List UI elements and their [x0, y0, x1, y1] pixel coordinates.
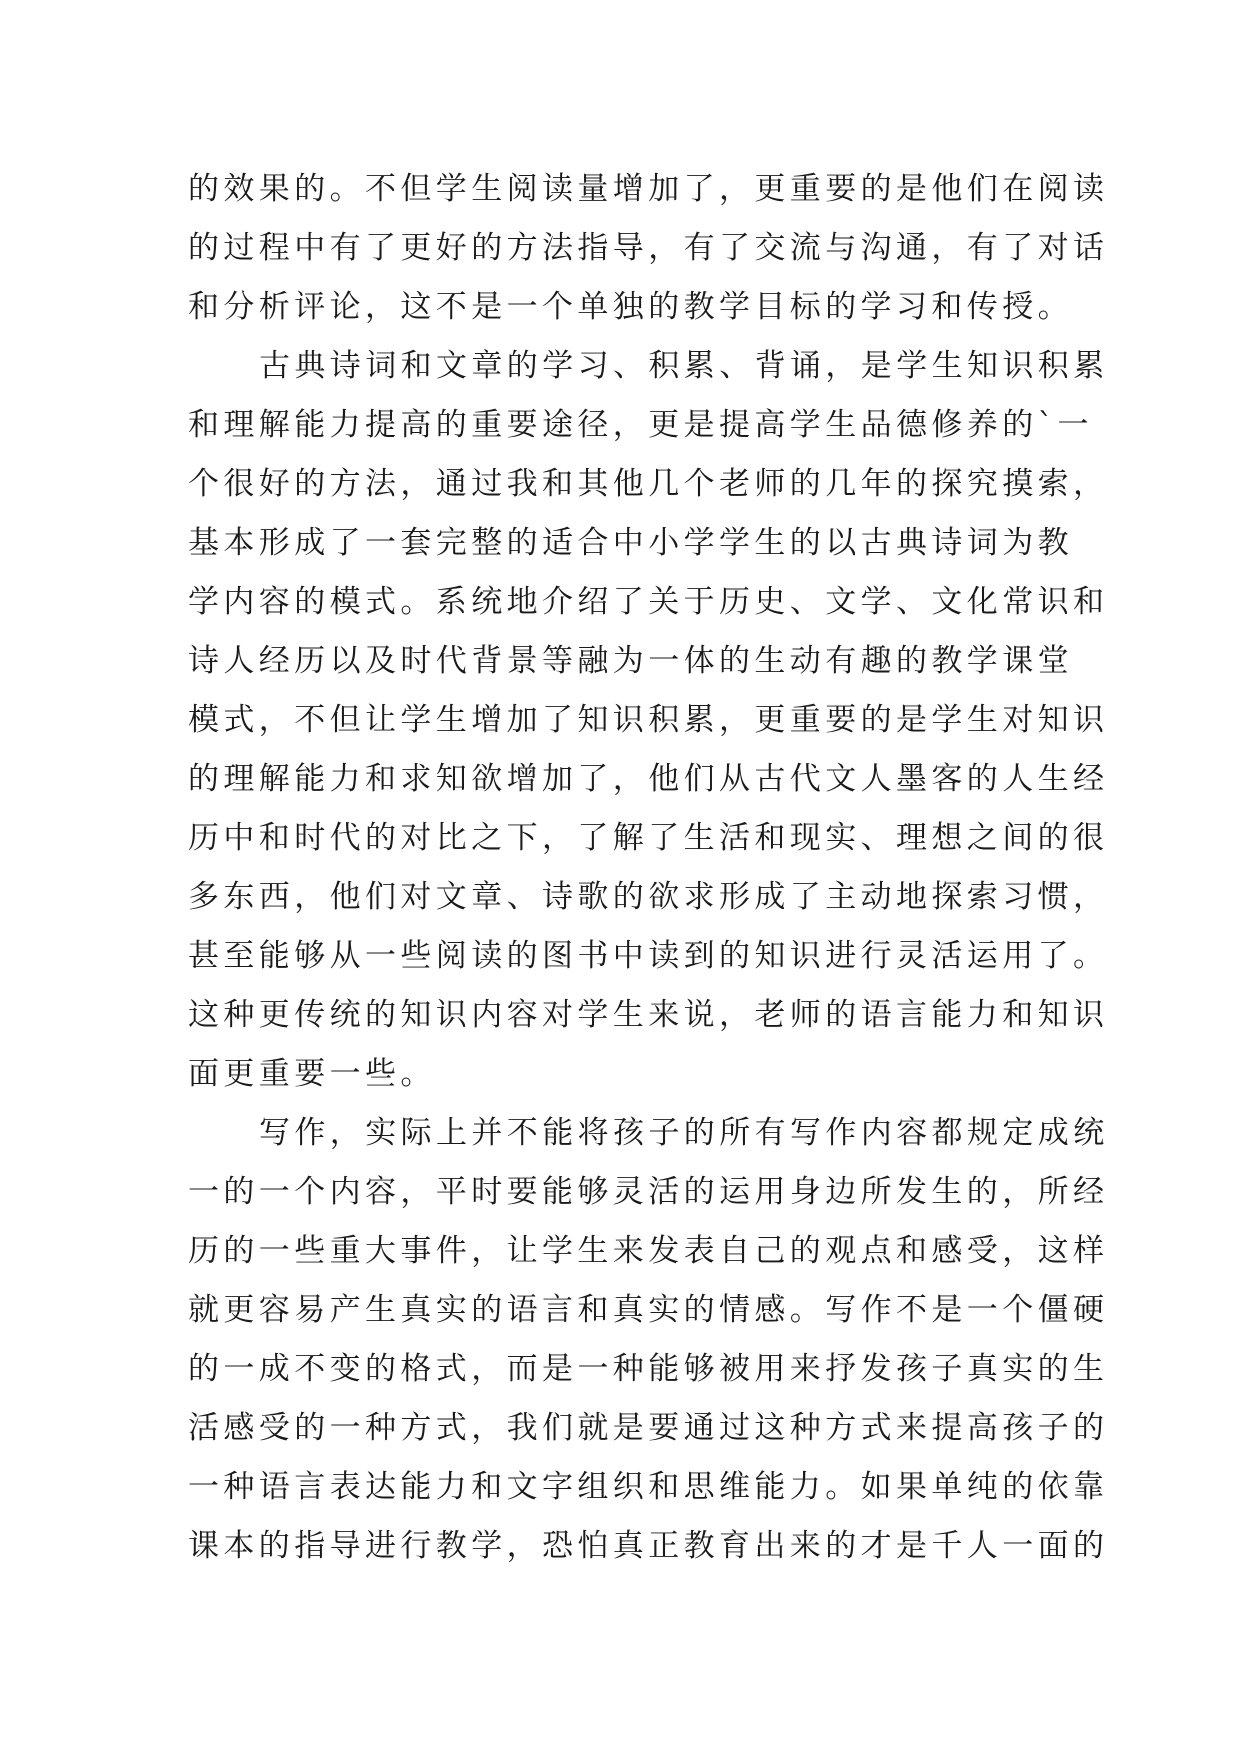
text-line: 的理解能力和求知欲增加了，他们从古代文人墨客的人生经 — [188, 761, 1109, 797]
text-line: 和分析评论，这不是一个单独的教学目标的学习和传授。 — [188, 289, 1073, 325]
text-line: 一的一个内容，平时要能够灵活的运用身边所发生的，所经 — [188, 1174, 1109, 1210]
text-line: 和理解能力提高的重要途径，更是提高学生品德修养的`一 — [188, 407, 1093, 443]
text-line: 的效果的。不但学生阅读量增加了，更重要的是他们在阅读 — [188, 171, 1109, 207]
text-line: 模式，不但让学生增加了知识积累，更重要的是学生对知识 — [188, 702, 1109, 738]
text-line: 历中和时代的对比之下，了解了生活和现实、理想之间的很 — [188, 820, 1109, 856]
text-line: 面更重要一些。 — [188, 1056, 436, 1092]
text-line: 一种语言表达能力和文字组织和思维能力。如果单纯的依靠 — [188, 1469, 1109, 1505]
text-line: 的过程中有了更好的方法指导，有了交流与沟通，有了对话 — [188, 230, 1109, 266]
text-line: 课本的指导进行教学，恐怕真正教育出来的才是千人一面的 — [188, 1528, 1109, 1564]
text-line: 学内容的模式。系统地介绍了关于历史、文学、文化常识和 — [188, 584, 1109, 620]
text-line: 甚至能够从一些阅读的图书中读到的知识进行灵活运用了。 — [188, 938, 1109, 974]
text-line: 这种更传统的知识内容对学生来说，老师的语言能力和知识 — [188, 997, 1109, 1033]
text-line: 个很好的方法，通过我和其他几个老师的几年的探究摸索， — [188, 466, 1109, 502]
body-text — [188, 160, 1109, 1576]
text-line: 基本形成了一套完整的适合中小学学生的以古典诗词为教 — [188, 525, 1073, 561]
paragraph-first-line: 古典诗词和文章的学习、积累、背诵，是学生知识积累 — [259, 348, 1109, 384]
text-line: 诗人经历以及时代背景等融为一体的生动有趣的教学课堂 — [188, 643, 1073, 679]
text-line: 活感受的一种方式，我们就是要通过这种方式来提高孩子的 — [188, 1410, 1109, 1446]
text-line: 就更容易产生真实的语言和真实的情感。写作不是一个僵硬 — [188, 1292, 1109, 1328]
text-line: 多东西，他们对文章、诗歌的欲求形成了主动地探索习惯， — [188, 879, 1109, 915]
text-line: 历的一些重大事件，让学生来发表自己的观点和感受，这样 — [188, 1233, 1109, 1269]
text-line: 的一成不变的格式，而是一种能够被用来抒发孩子真实的生 — [188, 1351, 1109, 1387]
paragraph-first-line: 写作，实际上并不能将孩子的所有写作内容都规定成统 — [259, 1115, 1109, 1151]
